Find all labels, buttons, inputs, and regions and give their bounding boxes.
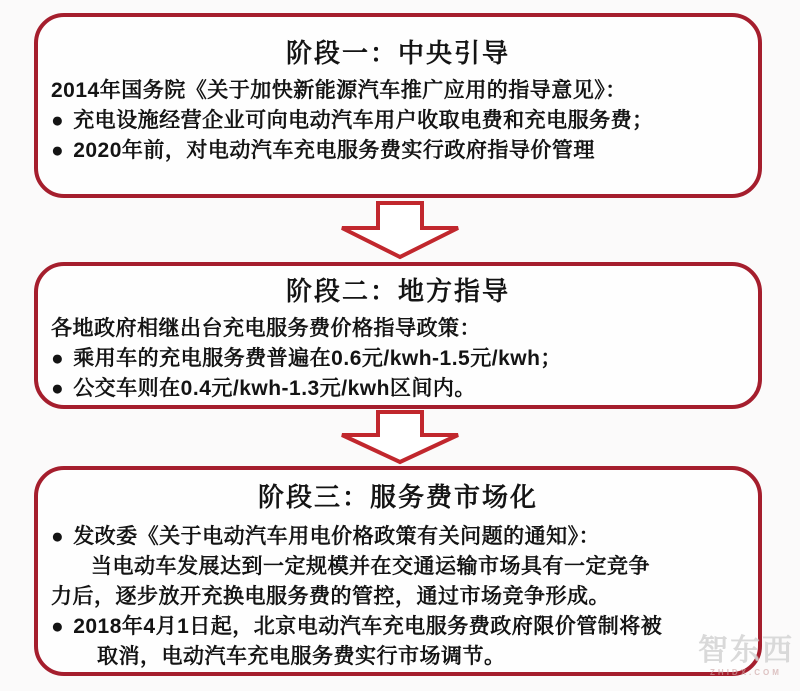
watermark-logo-text: 智东西: [698, 634, 794, 667]
down-arrow-icon: [338, 201, 462, 260]
down-arrow-icon: [338, 410, 462, 465]
bullet-icon: ●: [51, 525, 65, 548]
stage-title: 阶段二：地方指导: [285, 276, 510, 306]
stage-bullet-line: ● 2020年前，对电动汽车充电服务费实行政府指导价管理: [51, 139, 595, 162]
stage-bullet-line: ● 发改委《关于电动汽车用电价格政策有关问题的通知》：: [51, 525, 601, 548]
bullet-icon: ●: [51, 109, 65, 132]
stage-text-line: 各地政府相继出台充电服务费价格指导政策：: [51, 317, 481, 340]
stage-title: 阶段一：中央引导: [285, 38, 510, 68]
bullet-icon: ●: [51, 139, 65, 162]
stage-text-line: 取消，电动汽车充电服务费实行市场调节。: [97, 645, 506, 668]
stage-bullet-line: ● 充电设施经营企业可向电动汽车用户收取电费和充电服务费；: [51, 109, 654, 132]
bullet-icon: ●: [51, 615, 65, 638]
stage-body: [38, 307, 758, 404]
stage-box-local-guidance: [34, 262, 762, 409]
stage-box-market-pricing: [34, 466, 762, 676]
bullet-icon: ●: [51, 377, 65, 400]
watermark-subtext: ZHIDX.COM: [710, 668, 782, 677]
stage-box-central-guidance: [34, 13, 762, 198]
stage-bullet-line: ● 2018年4月1日起，北京电动汽车充电服务费政府限价管制将被: [51, 615, 663, 638]
bullet-icon: ●: [51, 347, 65, 370]
stage-body: [38, 69, 758, 166]
stage-bullet-line: ● 公交车则在0.4元/kwh-1.3元/kwh区间内。: [51, 377, 476, 400]
stage-text-line: 力后，逐步放开充换电服务费的管控，通过市场竞争形成。: [51, 585, 610, 608]
stage-bullet-line: ● 乘用车的充电服务费普遍在0.6元/kwh-1.5元/kwh；: [51, 347, 562, 370]
stage-body: [38, 513, 758, 672]
stage-title: 阶段三：服务费市场化: [257, 482, 538, 512]
stage-text-line: 当电动车发展达到一定规模并在交通运输市场具有一定竞争: [91, 555, 650, 578]
stage-text-line: 2014年国务院《关于加快新能源汽车推广应用的指导意见》：: [51, 79, 627, 102]
